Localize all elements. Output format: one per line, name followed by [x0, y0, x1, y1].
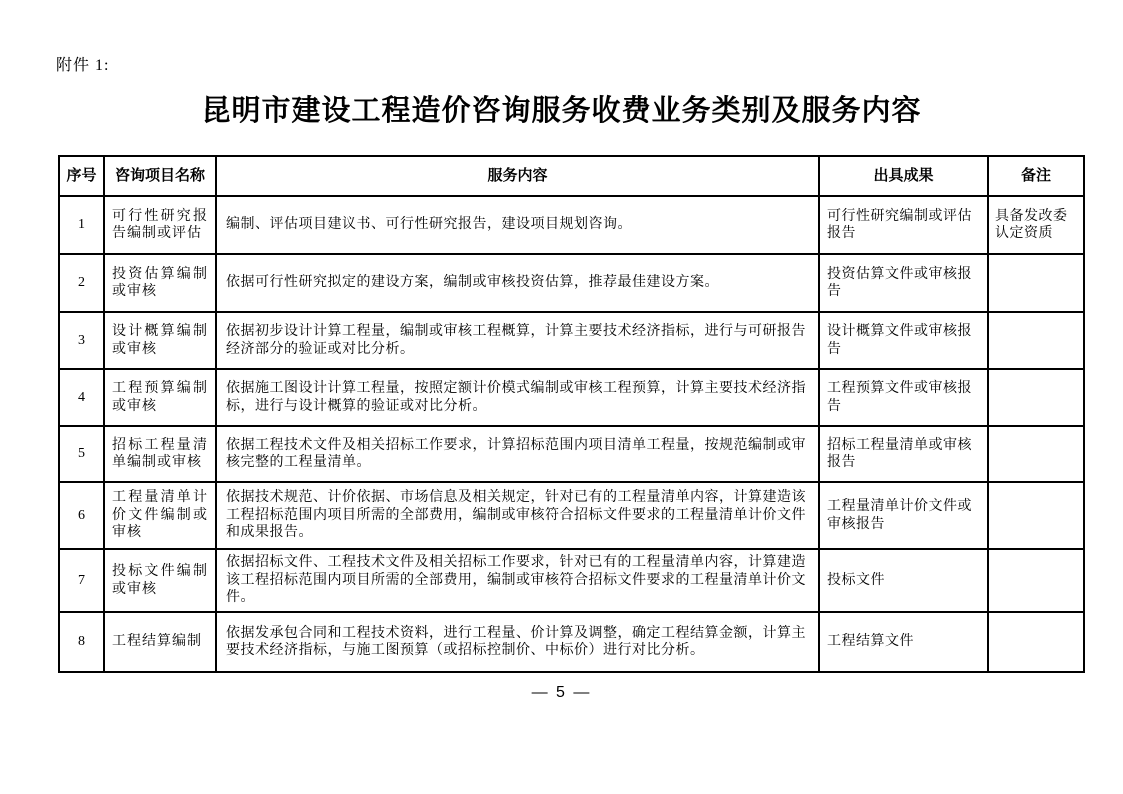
table-header-row — [59, 156, 1084, 196]
column-header: 咨询项目名称 — [104, 156, 216, 196]
service-content: 依据发承包合同和工程技术资料，进行工程量、价计算及调整，确定工程结算金额，计算主要技术经济指标，与施工图预算（或招标控制价、中标价）进行对比分析。 — [216, 612, 819, 672]
project-name: 招标工程量清单编制或审核 — [104, 426, 216, 482]
row-number: 7 — [59, 549, 104, 612]
project-name: 工程预算编制或审核 — [104, 369, 216, 426]
row-number: 4 — [59, 369, 104, 426]
service-content: 依据招标文件、工程技术文件及相关招标工作要求，针对已有的工程量清单内容，计算建造该工程招标范围内项目所需的全部费用，编制或审核符合招标文件要求的工程量清单计价文件。 — [216, 549, 819, 612]
table-row — [59, 426, 1084, 482]
project-name: 投标文件编制或审核 — [104, 549, 216, 612]
service-content: 依据初步设计计算工程量，编制或审核工程概算，计算主要技术经济指标，进行与可研报告经济部分的验证或对比分析。 — [216, 312, 819, 369]
table-header — [59, 156, 1084, 196]
deliverable: 可行性研究编制或评估报告 — [819, 196, 988, 254]
remark — [988, 426, 1084, 482]
table-row — [59, 254, 1084, 312]
remark — [988, 254, 1084, 312]
deliverable: 设计概算文件或审核报告 — [819, 312, 988, 369]
row-number: 1 — [59, 196, 104, 254]
service-content: 依据工程技术文件及相关招标工作要求，计算招标范围内项目清单工程量，按规范编制或审核完整的工程量清单。 — [216, 426, 819, 482]
attachment-label: 附件 1: — [56, 57, 110, 74]
row-number: 2 — [59, 254, 104, 312]
page-number: — 5 — — [531, 684, 592, 701]
deliverable: 工程结算文件 — [819, 612, 988, 672]
remark — [988, 312, 1084, 369]
project-name: 工程结算编制 — [104, 612, 216, 672]
project-name: 可行性研究报告编制或评估 — [104, 196, 216, 254]
row-number: 5 — [59, 426, 104, 482]
table-row — [59, 196, 1084, 254]
table-row — [59, 312, 1084, 369]
service-content: 依据可行性研究拟定的建设方案，编制或审核投资估算，推荐最佳建设方案。 — [216, 254, 819, 312]
service-content: 编制、评估项目建议书、可行性研究报告，建设项目规划咨询。 — [216, 196, 819, 254]
row-number: 3 — [59, 312, 104, 369]
project-name: 工程量清单计价文件编制或审核 — [104, 482, 216, 549]
column-header: 服务内容 — [216, 156, 819, 196]
page-title: 昆明市建设工程造价咨询服务收费业务类别及服务内容 — [201, 95, 922, 127]
deliverable: 投标文件 — [819, 549, 988, 612]
column-header: 序号 — [59, 156, 104, 196]
table-row — [59, 369, 1084, 426]
service-content: 依据技术规范、计价依据、市场信息及相关规定，针对已有的工程量清单内容，计算建造该工程招标范围内项目所需的全部费用，编制或审核符合招标文件要求的工程量清单计价文件和成果报告。 — [216, 482, 819, 549]
column-header: 出具成果 — [819, 156, 988, 196]
remark — [988, 369, 1084, 426]
remark — [988, 482, 1084, 549]
table-row — [59, 549, 1084, 612]
project-name: 投资估算编制或审核 — [104, 254, 216, 312]
deliverable: 招标工程量清单或审核报告 — [819, 426, 988, 482]
deliverable: 投资估算文件或审核报告 — [819, 254, 988, 312]
table-row — [59, 612, 1084, 672]
service-table — [58, 155, 1085, 673]
remark — [988, 549, 1084, 612]
project-name: 设计概算编制或审核 — [104, 312, 216, 369]
remark: 具备发改委认定资质 — [988, 196, 1084, 254]
remark — [988, 612, 1084, 672]
row-number: 8 — [59, 612, 104, 672]
table-row — [59, 482, 1084, 549]
service-content: 依据施工图设计计算工程量，按照定额计价模式编制或审核工程预算，计算主要技术经济指标，进行与设计概算的验证或对比分析。 — [216, 369, 819, 426]
column-header: 备注 — [988, 156, 1084, 196]
deliverable: 工程量清单计价文件或审核报告 — [819, 482, 988, 549]
table-body — [59, 196, 1084, 672]
row-number: 6 — [59, 482, 104, 549]
deliverable: 工程预算文件或审核报告 — [819, 369, 988, 426]
